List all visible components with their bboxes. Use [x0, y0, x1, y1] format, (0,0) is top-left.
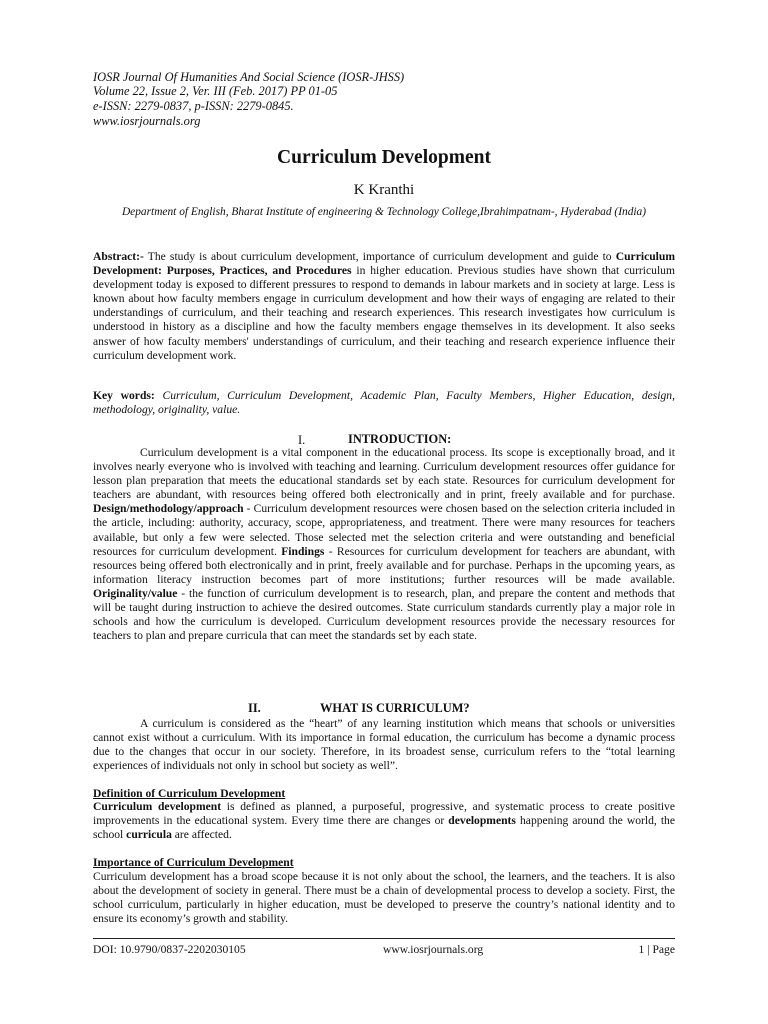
section-title: WHAT IS CURRICULUM?	[320, 701, 470, 715]
definition-heading: Definition of Curriculum Development	[93, 787, 286, 800]
label-design-methodology: Design/methodology/approach	[93, 502, 244, 516]
abstract	[93, 250, 675, 363]
definition-body: Curriculum development is defined as planned, a purposeful, progressive, and systematic process to create positive improvements in the educational system. Every time there are changes or developments happening around the world, the school curricula are affected.	[93, 800, 675, 842]
keywords	[93, 389, 675, 417]
paper-title: Curriculum Development	[277, 147, 491, 168]
what-is-curriculum-body: A curriculum is considered as the “heart” of any learning institution which means that schools or universities cannot exist without a curriculum. With its importance in formal education, the curriculum has become a dynamic process due to the changes that occur in our society. Therefore, in its broadest sense, curriculum refers to the “total learning experiences of individuals not only in school but society as well”.	[93, 717, 675, 773]
footer-page-number: 1 | Page	[638, 943, 675, 956]
section-heading-what-is-curriculum	[0, 701, 768, 717]
importance-heading: Importance of Curriculum Development	[93, 856, 294, 869]
importance-body: Curriculum development has a broad scope because it is not only about the school, the learners, and the teachers. It is also about the development of society in general. There must be a chain of developmental process to develop a society. First, the school curriculum, particularly in higher education, must be developed to preserve the country’s national identity and to ensure its economy’s growth and stability.	[93, 870, 675, 926]
abstract-label: Abstract:-	[93, 250, 144, 263]
section-title: INTRODUCTION:	[348, 432, 452, 446]
keywords-list: Curriculum, Curriculum Development, Academic Plan, Faculty Members, Higher Education, design, methodology, originality, value.	[93, 389, 676, 417]
label-originality: Originality/value	[93, 586, 178, 600]
footer-divider	[93, 938, 675, 939]
label-findings: Findings	[281, 544, 325, 558]
author-name: K Kranthi	[353, 182, 415, 198]
keywords-label: Key words:	[93, 389, 155, 402]
introduction-body: Curriculum development is a vital component in the educational process. Its scope is exceptionally broad, and it involves nearly everyone who is involved with teaching and learning. Curriculum development resources offer guidance for lesson plan preparation that meets the educational standards set by each state. Resources for curriculum development for teachers are abundant, with resources being offered both electronically and in print, freely available and for purchase. Design/methodology/approach - Curriculum development resources were chosen based on the selection criteria included in the article, including: authority, accuracy, scope, appropriateness, and treatment. There were many resources for teachers available, but only a few were selected. Those selected met the selection criteria and were outstanding and beneficial resources for curriculum development. Findings - Resources for curriculum development for teachers are abundant, with resources being offered both electronically and in print, freely available and for purchase. Perhaps in the upcoming years, as information literacy instruction becomes part of more institutions; further resources will be made available. Originality/value - the function of curriculum development is to research, plan, and prepare the content and methods that will be taught during instruction to achieve the desired outcomes. State curriculum standards currently play a major role in schools and how the curriculum is developed. Curriculum development resources provide the necessary resources for teachers to plan and prepare curricula that can meet the standards set by each state.	[93, 446, 675, 643]
abstract-bold-title: Curriculum Development: Purposes, Practices, and Procedures	[93, 250, 675, 278]
footer-website[interactable]: www.iosrjournals.org	[383, 943, 484, 956]
abstract-text: The study is about curriculum development, importance of curriculum development and guide to	[143, 250, 616, 263]
abstract-text-cont: in higher education. Previous studies have shown that curriculum development today is exposed to different pressures to respond to demands in labour markets and in society at large. Less is known about how faculty members engage in curriculum development and how their ways of engaging are related to their understandings of curriculum, and their teaching and research experiences. This research investigates how curriculum is understood in history as a discipline and how the faculty members engage themselves in its development. It also seeks answer of how faculty members' understandings of curriculum, and their teaching and research experience influence their curriculum development work.	[93, 264, 675, 362]
section-number: I.	[298, 433, 306, 447]
footer-doi: DOI: 10.9790/0837-2202030105	[93, 943, 246, 956]
journal-name: IOSR Journal Of Humanities And Social Science (IOSR-JHSS)	[93, 70, 405, 84]
journal-volume: Volume 22, Issue 2, Ver. III (Feb. 2017) PP 01-05	[93, 84, 338, 98]
journal-issn: e-ISSN: 2279-0837, p-ISSN: 2279-0845.	[93, 99, 294, 113]
journal-website[interactable]: www.iosrjournals.org	[93, 114, 201, 128]
section-number: II.	[248, 701, 261, 715]
author-affiliation: Department of English, Bharat Institute of engineering & Technology College,Ibrahimpatnam-, Hyderabad (India)	[121, 206, 647, 218]
